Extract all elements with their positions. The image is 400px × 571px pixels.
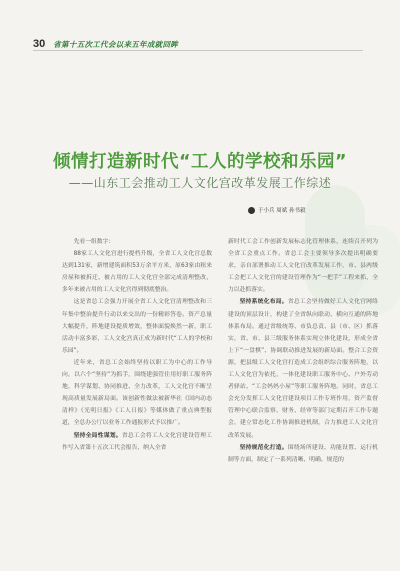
paragraph-lead: 坚持全局性谋划。 xyxy=(73,432,122,439)
header-divider xyxy=(33,50,363,51)
byline xyxy=(248,206,306,214)
paragraph: 坚持系统化布局。省总工会坚持做好工人文化宫网络建设的顶层设计，构建了全省纵向联动、横向互通的阵地体系布局。通过省级统筹、市负总责、县（市、区）抓落实，省、市、县三级服务体系实现立体化建设，形成全省上下“一盘棋”、协调联动推进发展的新局面。整合工会资源，把县级工人文化宫打造成工会组织综合服务阵地，以工人文化宫为依托，一体化建设职工服务中心、户外劳动者驿站、“工会妈妈小屋”等职工服务阵地。同时，省总工会充分发挥工人文化宫建设项目工作专班作用，资产监督管理中心联合监察、财务、经审等部门定期召开工作专题会，建立常态化工作协调推进机制，合力推进工人文化宫改革发展。 xyxy=(228,299,378,439)
right-column xyxy=(228,236,378,466)
paragraph-lead: 坚持系统化布局。 xyxy=(239,299,288,306)
paragraph: 88家工人文化宫进行提档升级，全省工人文化宫总数达到131家，新增建筑面积53万余平方米，原63家由租来房屋和被拆迁、被占用的工人文化宫全部完成清理整改，多年来被占用的工人文化宫得到彻底整治。 xyxy=(62,251,212,294)
paragraph: 近年来，省总工会始终坚持以职工为中心的工作导向，以六个“坚持”为抓手，围绕建强管住用好职工服务阵地，科学谋划、协同推进、全力改革，工人文化宫不断呈现高质量发展新局面。该创新性做法被新华社《国内动态清样》《光明日报》《工人日报》等媒体做了重点典型报道，全总办公厅以业务工作通报形式予以推广。 xyxy=(62,359,212,427)
pen-icon xyxy=(248,207,255,214)
paragraph: 先看一组数字： xyxy=(73,239,115,245)
paragraph: 坚持规范化打造。围绕场所建设、功能设置、运行机制等方面，制定了一系列清晰、明确、规范的 xyxy=(228,444,378,463)
left-column xyxy=(62,236,212,454)
running-head xyxy=(33,38,178,50)
paragraph: 坚持全局性谋划。省总工会将工人文化宫建设管理工作写入省第十五次工代会报告，纳入全省 xyxy=(62,432,212,451)
paragraph-lead: 坚持规范化打造。 xyxy=(239,444,288,451)
byline-authors: 于小兵 周斌 孙书毅 xyxy=(258,208,306,214)
running-title: 省第十五次工代会以来五年成就回眸 xyxy=(53,40,179,49)
article-title: 倾情打造新时代“工人的学校和乐园” xyxy=(52,152,347,172)
paragraph: 这是省总工会强力开展全省工人文化宫清理整改和三年集中整治提升行动以来交出的一份精彩答卷。资产总量大幅提升，阵地建设提质增效，整体面貌焕然一新，职工活动丰富多彩，工人文化宫真正成为新时代“工人的学校和乐园”。 xyxy=(62,299,212,354)
article-subtitle: ——山东工会推动工人文化宫改革发展工作综述 xyxy=(68,176,332,190)
page-number: 30 xyxy=(33,38,46,50)
paragraph: 新时代工会工作创新发展标志化管理体系，连续召开列为全省工会重点工作。省总工会主要领导多次提出明确要求，亲自部署推动工人文化宫改革发展工作，市、县两级工会把工人文化宫的建设管理作为“一把手”工程来抓，全力以赴抓落实。 xyxy=(228,239,378,294)
